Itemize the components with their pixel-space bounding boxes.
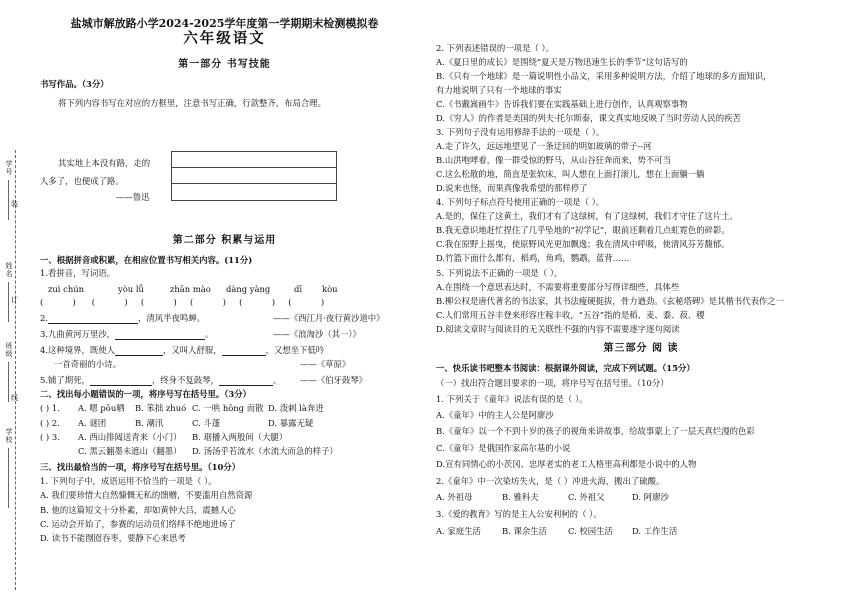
fill-q5: 5.铺了期死， ，终身不复鼓琴， 。	[40, 375, 282, 385]
fill-q3: 3.九曲黄河万里沙， 。	[40, 329, 214, 339]
err-row-1-d: D. 泼剌 là奔进	[268, 403, 324, 413]
fill-q4-c: ，又想坐下低吟	[265, 345, 325, 355]
binding-blank-name	[8, 282, 9, 322]
reading-q2-opt-b: B. 雅科夫	[502, 492, 539, 502]
binding-fold-word-3: 线	[11, 394, 18, 402]
r-q2-opt-b: B.《只有一个地球》是一篇说明性小品文，采用多种说明方法，介绍了地球的多方面知识，	[436, 71, 772, 81]
q3-item-1-opt-b: B. 他的这篇短文十分朴素，却如黄钟大吕，震撼人心	[40, 505, 236, 515]
q3-item-1-opt-d: D. 读书不能囫囵吞枣，要静下心来思考	[40, 533, 186, 543]
fill-q4-a: 4.这种境界，既使人	[40, 345, 115, 355]
err-row-3-c: C. 黑云翻墨未遮山（翻墨）	[78, 446, 182, 456]
fill-blank[interactable]	[90, 377, 152, 386]
r-q5-opt-a: A.在围绕一个意思表达时，不需要将重要部分写得详细些，具体些	[436, 282, 680, 292]
quote-line-2: 人多了，也便成了路。	[40, 176, 124, 186]
fill-q2-num: 2.	[40, 313, 48, 323]
err-row-1-a: A. 嗯 pōu晒	[78, 403, 125, 413]
q3-item-1-opt-c: C. 运动会开始了，参赛的运动员们络绎不绝地进场了	[40, 519, 236, 529]
err-row-3	[40, 432, 60, 443]
reading-heading: 一、快乐读书吧整本书阅读：根据课外阅读，完成下列试题。（15分）	[436, 363, 695, 373]
r-q3-opt-b: B.山洪咆哮着，像一群受惊的野马，从山谷狂奔而来，势不可当	[436, 155, 671, 165]
reading-q2: 2.《童年》中一次染坊失火，是（ ）冲进火海，搬出了硫酸。	[436, 476, 665, 486]
err-row-3-b: B. 琚播入两般间（大腿）	[192, 432, 288, 442]
binding-fold-word-2: 订	[11, 296, 18, 304]
r-q2-opt-c: C.《书戴嵩画牛》告诉我们要在实践基础上进行创作，认真观察事物	[436, 99, 688, 109]
err-row-2-d: D. 暴露无疑	[268, 418, 314, 428]
r-q2-opt-b-cont: 有力地说明了只有一个地球的事实	[436, 85, 562, 95]
quote-author: ——鲁迅	[116, 192, 150, 202]
r-q5-opt-c: C.人们常用五谷丰登来形容庄稼丰收，“五谷”指的是稻、麦、黍、菽、稷	[436, 310, 705, 320]
r-q3-opt-a: A.走了许久，远远地望见了一条迂回的明如玻璃的带子--河	[436, 141, 652, 151]
r-q3-opt-c: C.这么松散的地，简直是张软床，叫人想在上面打滚儿，想在上面躺一躺	[436, 169, 705, 179]
r-q2-opt-a: A.《夏日里的成长》是围绕“夏天是万物迅速生长的季节”这句话写的	[436, 57, 688, 67]
binding-blank-school	[8, 448, 9, 508]
r-q2-opt-d: D.《穷人》的作者是美国的列夫·托尔斯泰，课文真实地反映了当时劳动人民的疾苦	[436, 113, 741, 123]
exam-title: 盐城市解放路小学2024-2025学年度第一学期期末检测模拟卷	[70, 17, 379, 30]
reading-q3-opt-d: D. 工作生活	[632, 526, 678, 536]
r-q5: 5. 下列说法不正确的一项是（ ）。	[436, 268, 563, 278]
r-q4: 4. 下列句子标点符号使用正确的一项是（ ）。	[436, 197, 605, 207]
reading-sub: （一）找出符合题目要求的一项，将序号写在括号里。（10分）	[436, 378, 669, 388]
binding-label-school: 学校	[5, 428, 13, 444]
fill-q5-text: 5.铺了期死，	[40, 375, 90, 385]
pinyin-4: dàng yàng	[226, 284, 271, 294]
fill-q2-rest: ，清风半夜鸣蝉。	[138, 313, 205, 323]
writing-grid-row[interactable]	[172, 152, 336, 168]
writing-instruction: 将下列内容书写在对应的方框里，注意书写正确，行款整齐，布局合理。	[58, 98, 326, 108]
err-row-3-d: D. 汤汤乎若流水（水流大而急的样子）	[192, 446, 338, 456]
quote-line-1: 其实地上本没有路，走的	[58, 158, 151, 168]
reading-q2-opt-a: A. 外祖母	[436, 492, 473, 502]
pinyin-2: yòu lǚ	[118, 284, 144, 294]
fill-q4	[40, 345, 324, 356]
r-q4-opt-c: C.我在原野上摇曳，使原野风光更加飘逸；我在清风中呼吸，使清风芬芳馥郁。	[436, 239, 730, 249]
fill-blank[interactable]	[115, 331, 205, 340]
fill-blank[interactable]	[48, 315, 138, 324]
r-q5-opt-d: D.阅读文章时与阅读目的无关联性不强的内容不需要逐字逐句阅读	[436, 324, 680, 334]
fill-q4-d: 一首奇丽的小诗。	[54, 359, 121, 369]
reading-q1-opt-b: B.《童年》以一个不到十岁的孩子的视角来讲故事，给故事蒙上了一层天真烂漫的色彩	[436, 426, 755, 436]
writing-grid-row[interactable]	[172, 184, 336, 200]
r-q3-opt-d: D.说来也怪，而果真像我希望的那样停了	[436, 183, 588, 193]
q3-heading: 三、找出最恰当的一项，将序号写在括号里。（10分）	[40, 462, 241, 472]
fill-q4-source: ——《草原》	[300, 359, 351, 369]
binding-blank-student-id	[8, 180, 9, 220]
part1-heading: 第一部分 书写技能	[178, 59, 271, 70]
err-row-2-c: C. 斗蓬	[192, 418, 221, 428]
pinyin-3: zhān mào	[170, 284, 211, 294]
q3-item-1-opt-a: A. 我们要珍惜大自然慷慨无私的馈赠，不要滥用自然资源	[40, 490, 253, 500]
reading-q1: 1. 下列关于《童年》说法有误的是（ ）。	[436, 394, 588, 404]
reading-q3-opt-a: A. 家庭生活	[436, 526, 481, 536]
pinyin-answer-row[interactable]: ( ) ( ) ( ) ( ) ( ) ( )	[40, 297, 325, 307]
q3-item-1: 1. 下列句子中，成语运用不恰当的一项是（ ）。	[40, 476, 217, 486]
pinyin-5: dī	[294, 284, 303, 294]
err-row-1-b: B. 笨拙 zhuó	[135, 403, 187, 413]
part3-heading: 第三部分 阅 读	[603, 343, 679, 354]
reading-q2-opt-c: C. 外祖父	[568, 492, 605, 502]
r-q4-opt-d: D.竹篮下面什么都有，稻鸡，角鸡，鹦鹉，蓝背……	[436, 253, 630, 263]
err-row-2	[40, 418, 60, 429]
fill-blank[interactable]	[222, 347, 266, 356]
err-row-1	[40, 403, 60, 414]
writing-grid[interactable]	[171, 151, 337, 201]
err-row-3-a: A. 西山排闼送青来（小门）	[78, 432, 182, 442]
q1-sub: 1.看拼音，写词语。	[40, 268, 115, 278]
q1-heading: 一、根据拼音或积累，在相应位置书写相关内容。(11分)	[40, 255, 253, 265]
grade-subject: 六年级语文	[183, 30, 266, 47]
part2-heading: 第二部分 积累与运用	[172, 235, 277, 246]
writing-task: 书写作品。（3分）	[40, 79, 109, 89]
err-row-2-a: A. 谜团	[78, 418, 107, 428]
fill-q2	[40, 313, 205, 324]
fill-q3-source: ——《浪淘沙（其一）》	[273, 329, 361, 339]
r-q5-opt-b: B.柳公权是唐代著名的书法家，其书法瘦硬挺拔，骨力遒劲。《玄秘塔碑》是其楷书代表作之一	[436, 296, 784, 306]
r-q4-opt-b: B.我无意识地赶忙捏住了几乎坠地的“初学记”，眼前还剩着几点虹霓色的碎影。	[436, 225, 730, 235]
pinyin-1: zuì chún	[48, 284, 85, 294]
err-row-1-c: C. 一哄 hōng 而散	[192, 403, 264, 413]
binding-fold-word-1: 装	[11, 200, 18, 208]
err-row-2-b: B. 潮汛	[135, 418, 164, 428]
r-q4-opt-a: A.是的，保住了这黄土，我们才有了这绿树，有了这绿树，我们才守住了这片土。	[436, 211, 738, 221]
left-column	[32, 0, 417, 608]
writing-grid-row[interactable]	[172, 168, 336, 184]
reading-q1-opt-d: D.宣有同情心的小茨冈、忠厚老实的老工人格里高利都是小说中的人物	[436, 459, 697, 469]
reading-q1-opt-c: C.《童年》是俄国作家高尔基的小说	[436, 443, 571, 453]
reading-q3-opt-b: B. 课余生活	[502, 526, 547, 536]
binding-label-name: 姓名	[5, 262, 13, 278]
binding-strip	[0, 0, 30, 608]
pinyin-6: kòu	[322, 284, 338, 294]
fill-blank[interactable]	[115, 347, 163, 356]
fill-q2-source: ——《西江月·夜行黄沙道中》	[273, 313, 385, 323]
fill-blank[interactable]	[219, 377, 273, 386]
fill-q5-rest: ，终身不复鼓琴，	[151, 375, 219, 385]
err-prefix[interactable]: ( ) 2.	[40, 418, 60, 428]
binding-label-class: 班级	[5, 342, 13, 358]
reading-q2-opt-d: D. 阿廖沙	[632, 492, 669, 502]
err-prefix[interactable]: ( ) 3.	[40, 432, 60, 442]
r-q3: 3. 下列句子没有运用修辞手法的一项是（ ）。	[436, 127, 605, 137]
reading-q3: 3.《爱的教育》写的是主人公安利柯的（ ）。	[436, 509, 602, 519]
err-prefix[interactable]: ( ) 1.	[40, 403, 60, 413]
fill-q3-text: 3.九曲黄河万里沙，	[40, 329, 115, 339]
reading-q1-opt-a: A.《童年》中的主人公是阿廖沙	[436, 410, 554, 420]
binding-blank-class	[8, 362, 9, 402]
right-column	[436, 0, 846, 608]
reading-q3-opt-c: C. 校园生活	[568, 526, 613, 536]
q2-heading: 二、找出每小题错误的一项，将序号写在括号里。（3分）	[40, 389, 252, 399]
r-q2: 2. 下列表述错误的一项是（ ）。	[436, 43, 554, 53]
fill-q4-b: ，又叫人舒服，	[163, 345, 222, 355]
fill-q5-source: ——《伯牙鼓琴》	[300, 375, 367, 385]
binding-label-student-id: 学号	[5, 160, 13, 176]
binding-dashed-line	[15, 150, 16, 590]
